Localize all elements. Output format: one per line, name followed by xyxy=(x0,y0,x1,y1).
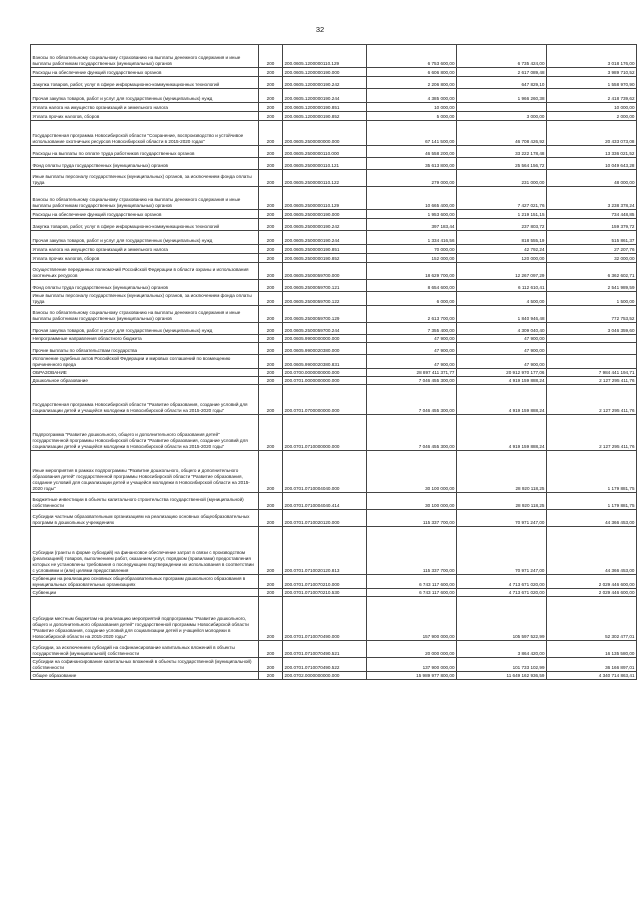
row-name-cell: Уплата прочих налогов, сборов xyxy=(31,112,259,121)
row-code-cell: 200.0605.2500000110.121 xyxy=(283,158,367,170)
row-executed-cell: 101 733 102,99 xyxy=(457,658,547,672)
row-plan-cell: 6 743 117 600,00 xyxy=(367,575,457,589)
row-plan-cell: 35 613 800,00 xyxy=(367,158,457,170)
row-remaining-cell: 52 302 477,01 xyxy=(547,597,637,641)
table-row xyxy=(31,292,637,306)
row-code-cell: 200.0605.2500000190.000 xyxy=(283,210,367,219)
row-executed-cell: 47 900,00 xyxy=(457,335,547,343)
row-remaining-cell: 44 366 453,00 xyxy=(547,527,637,575)
table-row xyxy=(31,280,637,292)
row-name-cell: Исполнение судебных актов Российской Федерации и мировых соглашений по возмещению причиненного вреда xyxy=(31,355,259,369)
table-row xyxy=(31,263,637,280)
row-plan-cell: 47 900,00 xyxy=(367,335,457,343)
row-executed-cell: 70 971 247,00 xyxy=(457,527,547,575)
row-plan-cell: 7 046 455 300,00 xyxy=(367,385,457,415)
row-kvsr-cell: 200 xyxy=(259,343,283,355)
row-plan-cell: 1 953 600,00 xyxy=(367,210,457,219)
table-row xyxy=(31,77,637,89)
row-code-cell: 200.0701.0710070210.530 xyxy=(283,589,367,597)
row-name-cell: ОБРАЗОВАНИЕ xyxy=(31,369,259,377)
row-name-cell: Расходы на обеспечение функций государственных органов xyxy=(31,210,259,219)
row-name-cell: Фонд оплаты труда государственных (муниципальных) органов xyxy=(31,158,259,170)
row-remaining-cell xyxy=(547,355,637,369)
row-name-cell: Общее образование xyxy=(31,672,259,680)
row-executed-cell: 231 000,00 xyxy=(457,170,547,187)
row-name-cell: Расходы на выплаты по оплате труда работников государственных органов xyxy=(31,146,259,158)
row-remaining-cell: 159 379,72 xyxy=(547,219,637,231)
table-row xyxy=(31,355,637,369)
row-plan-cell: 115 337 700,00 xyxy=(367,510,457,527)
row-executed-cell: 70 971 247,00 xyxy=(457,510,547,527)
row-remaining-cell: 4 340 714 863,41 xyxy=(547,672,637,680)
row-kvsr-cell: 200 xyxy=(259,245,283,254)
row-kvsr-cell: 200 xyxy=(259,158,283,170)
row-executed-cell: 6 112 610,41 xyxy=(457,280,547,292)
row-kvsr-cell: 200 xyxy=(259,210,283,219)
row-code-cell: 200.0605.2500000190.242 xyxy=(283,219,367,231)
table-row xyxy=(31,672,637,680)
row-remaining-cell: 2 418 739,62 xyxy=(547,89,637,103)
row-code-cell: 200.0605.2500000110.000 xyxy=(283,146,367,158)
row-plan-cell: 67 141 500,00 xyxy=(367,121,457,146)
row-kvsr-cell: 200 xyxy=(259,187,283,210)
row-name-cell: Бюджетные инвестиции в объекты капитального строительства государственной (муниципальной) собственности xyxy=(31,493,259,510)
row-kvsr-cell: 200 xyxy=(259,335,283,343)
row-name-cell: Субсидии местным бюджетам на реализацию мероприятий подпрограммы "Развитие дошкольного, общего и дополнительного образования детей" государственной программы Новосибирской области "Развитие образования, создание условий для социализации детей и учащейся молодежи в Новосибирской области на 2015-2020 годы" xyxy=(31,597,259,641)
row-kvsr-cell: 200 xyxy=(259,103,283,112)
table-row xyxy=(31,231,637,245)
row-code-cell: 200.0701.0710004040.000 xyxy=(283,451,367,493)
row-plan-cell: 115 337 700,00 xyxy=(367,527,457,575)
row-name-cell: Уплата налога на имущество организаций и земельного налога xyxy=(31,245,259,254)
row-plan-cell: 46 558 200,00 xyxy=(367,146,457,158)
table-row xyxy=(31,219,637,231)
row-executed-cell: 4 713 671 020,00 xyxy=(457,575,547,589)
table-row xyxy=(31,510,637,527)
row-plan-cell: 47 900,00 xyxy=(367,355,457,369)
row-remaining-cell: 2 127 295 411,76 xyxy=(547,415,637,451)
row-plan-cell: 152 000,00 xyxy=(367,254,457,263)
row-remaining-cell: 734 448,85 xyxy=(547,210,637,219)
row-code-cell: 200.0605.2500000000.000 xyxy=(283,121,367,146)
row-code-cell: 200.0605.2500000110.122 xyxy=(283,170,367,187)
row-remaining-cell: 36 166 897,01 xyxy=(547,658,637,672)
row-executed-cell: 120 000,00 xyxy=(457,254,547,263)
row-code-cell: 200.0605.2500059700.121 xyxy=(283,280,367,292)
row-plan-cell: 157 900 000,00 xyxy=(367,597,457,641)
row-plan-cell: 1 334 416,56 xyxy=(367,231,457,245)
table-row xyxy=(31,377,637,385)
row-executed-cell: 105 597 522,99 xyxy=(457,597,547,641)
table-row xyxy=(31,641,637,658)
row-executed-cell: 25 564 156,72 xyxy=(457,158,547,170)
row-kvsr-cell: 200 xyxy=(259,451,283,493)
row-kvsr-cell: 200 xyxy=(259,231,283,245)
row-name-cell: Прочие выплаты по обязательствам государства xyxy=(31,343,259,355)
row-kvsr-cell: 200 xyxy=(259,415,283,451)
row-plan-cell: 20 000 000,00 xyxy=(367,641,457,658)
row-kvsr-cell: 200 xyxy=(259,493,283,510)
row-remaining-cell: 32 000,00 xyxy=(547,254,637,263)
row-name-cell: Субсидии на софинансирование капитальных вложений в объекты государственной (муниципальной) собственности xyxy=(31,658,259,672)
row-code-cell: 200.0605.2500059700.000 xyxy=(283,263,367,280)
row-plan-cell: 137 900 000,00 xyxy=(367,658,457,672)
row-code-cell: 200.0701.0710070490.522 xyxy=(283,658,367,672)
row-executed-cell: 46 708 426,92 xyxy=(457,121,547,146)
row-code-cell: 200.0701.0000000000.000 xyxy=(283,377,367,385)
page-number: 32 xyxy=(315,25,325,34)
table-row xyxy=(31,158,637,170)
row-plan-cell: 4 385 000,00 xyxy=(367,89,457,103)
table-row xyxy=(31,306,637,323)
row-kvsr-cell: 200 xyxy=(259,355,283,369)
row-plan-cell: 30 100 000,00 xyxy=(367,493,457,510)
row-kvsr-cell: 200 xyxy=(259,146,283,158)
row-remaining-cell: 10 049 643,28 xyxy=(547,158,637,170)
row-kvsr-cell: 200 xyxy=(259,323,283,335)
row-remaining-cell: 16 135 580,00 xyxy=(547,641,637,658)
table-row xyxy=(31,589,637,597)
row-executed-cell: 28 920 118,25 xyxy=(457,451,547,493)
row-kvsr-cell: 200 xyxy=(259,45,283,68)
row-executed-cell: 4 309 040,40 xyxy=(457,323,547,335)
table-body xyxy=(31,45,637,680)
row-code-cell: 200.0605.1200000110.129 xyxy=(283,45,367,68)
row-remaining-cell xyxy=(547,343,637,355)
table-row xyxy=(31,323,637,335)
row-kvsr-cell: 200 xyxy=(259,292,283,306)
row-code-cell: 200.0605.2500000190.244 xyxy=(283,231,367,245)
row-remaining-cell: 48 000,00 xyxy=(547,170,637,187)
table-row xyxy=(31,369,637,377)
row-code-cell: 200.0701.0710070210.000 xyxy=(283,575,367,589)
row-name-cell: Закупка товаров, работ, услуг в сфере информационно-коммуникационных технологий xyxy=(31,219,259,231)
row-executed-cell: 1 219 151,15 xyxy=(457,210,547,219)
row-plan-cell: 397 183,44 xyxy=(367,219,457,231)
row-plan-cell: 10 000,00 xyxy=(367,103,457,112)
row-kvsr-cell: 200 xyxy=(259,306,283,323)
table-row xyxy=(31,254,637,263)
row-name-cell: Уплата налога на имущество организаций и земельного налога xyxy=(31,103,259,112)
row-plan-cell: 2 206 800,00 xyxy=(367,77,457,89)
row-executed-cell: 3 000,00 xyxy=(457,112,547,121)
row-name-cell: Субсидии частным образовательным организациям на реализацию основных общеобразовательных программ в дошкольных учреждениях xyxy=(31,510,259,527)
row-name-cell: Осуществление переданных полномочий Российской Федерации в области охраны и использования охотничьих ресурсов xyxy=(31,263,259,280)
row-remaining-cell: 515 861,37 xyxy=(547,231,637,245)
row-kvsr-cell: 200 xyxy=(259,254,283,263)
row-kvsr-cell: 200 xyxy=(259,170,283,187)
table-row xyxy=(31,187,637,210)
row-remaining-cell: 2 127 295 411,76 xyxy=(547,377,637,385)
row-plan-cell: 6 753 600,00 xyxy=(367,45,457,68)
table-row xyxy=(31,451,637,493)
row-executed-cell: 20 912 970 177,06 xyxy=(457,369,547,377)
row-name-cell: Непрограммные направления областного бюджета xyxy=(31,335,259,343)
row-name-cell: Субсидии, за исключением субсидий на софинансирование капитальных вложений в объекты государственной (муниципальной) собственности xyxy=(31,641,259,658)
row-name-cell: Иные выплаты персоналу государственных (муниципальных) органов, за исключением фонда оплаты труда xyxy=(31,170,259,187)
row-remaining-cell: 6 362 602,71 xyxy=(547,263,637,280)
row-plan-cell: 15 989 977 800,00 xyxy=(367,672,457,680)
row-executed-cell: 2 617 089,48 xyxy=(457,68,547,77)
row-remaining-cell: 3 989 710,52 xyxy=(547,68,637,77)
row-executed-cell: 4 919 159 888,24 xyxy=(457,377,547,385)
row-name-cell: Фонд оплаты труда государственных (муниципальных) органов xyxy=(31,280,259,292)
row-name-cell: Прочая закупка товаров, работ и услуг для государственных (муниципальных) нужд xyxy=(31,231,259,245)
row-code-cell: 200.0700.0000000000.000 xyxy=(283,369,367,377)
row-kvsr-cell: 200 xyxy=(259,77,283,89)
row-name-cell: Субвенции xyxy=(31,589,259,597)
row-executed-cell: 7 427 021,76 xyxy=(457,187,547,210)
row-kvsr-cell: 200 xyxy=(259,597,283,641)
row-executed-cell: 4 713 671 020,00 xyxy=(457,589,547,597)
table-row xyxy=(31,658,637,672)
row-remaining-cell: 2 029 446 600,00 xyxy=(547,589,637,597)
row-kvsr-cell: 200 xyxy=(259,121,283,146)
row-name-cell: Государственная программа Новосибирской области "Сохранение, воспроизводство и устойчивое использование охотничьих ресурсов Новосибирской области в 2015-2020 годах" xyxy=(31,121,259,146)
row-remaining-cell: 44 366 453,00 xyxy=(547,510,637,527)
row-kvsr-cell: 200 xyxy=(259,263,283,280)
row-remaining-cell: 1 179 881,75 xyxy=(547,493,637,510)
table-row xyxy=(31,343,637,355)
row-remaining-cell: 2 541 989,59 xyxy=(547,280,637,292)
row-name-cell: Уплата прочих налогов, сборов xyxy=(31,254,259,263)
row-kvsr-cell: 200 xyxy=(259,280,283,292)
row-plan-cell: 70 000,00 xyxy=(367,245,457,254)
row-executed-cell: 42 792,24 xyxy=(457,245,547,254)
row-kvsr-cell: 200 xyxy=(259,658,283,672)
row-name-cell: Субсидии (гранты в форме субсидий) на финансовое обеспечение затрат в связи с производством (реализацией) товаров, выполнением работ, оказанием услуг, порядком (правилами) предоставления которых не установлены требования о последующем подтверждении их использования в соответствии с условиями и (или) целями предоставления xyxy=(31,527,259,575)
row-plan-cell: 279 000,00 xyxy=(367,170,457,187)
row-name-cell: Закупка товаров, работ, услуг в сфере информационно-коммуникационных технологий xyxy=(31,77,259,89)
row-executed-cell: 47 900,00 xyxy=(457,343,547,355)
table-row xyxy=(31,103,637,112)
row-executed-cell: 12 267 097,29 xyxy=(457,263,547,280)
row-code-cell: 200.0605.1200000190.242 xyxy=(283,77,367,89)
row-kvsr-cell: 200 xyxy=(259,510,283,527)
row-remaining-cell: 3 046 359,60 xyxy=(547,323,637,335)
row-plan-cell: 6 000,00 xyxy=(367,292,457,306)
row-remaining-cell: 13 336 021,52 xyxy=(547,146,637,158)
row-executed-cell: 47 900,00 xyxy=(457,355,547,369)
row-kvsr-cell: 200 xyxy=(259,589,283,597)
row-code-cell: 200.0701.0700000000.000 xyxy=(283,385,367,415)
row-kvsr-cell: 200 xyxy=(259,112,283,121)
row-plan-cell: 6 606 800,00 xyxy=(367,68,457,77)
table-row xyxy=(31,146,637,158)
row-code-cell: 200.0701.0710070490.000 xyxy=(283,597,367,641)
row-name-cell: Взносы по обязательному социальному страхованию на выплаты денежного содержания и иные выплаты работникам государственных (муниципальных) органов xyxy=(31,45,259,68)
row-remaining-cell: 1 179 881,75 xyxy=(547,451,637,493)
table-row xyxy=(31,210,637,219)
row-remaining-cell: 2 029 446 600,00 xyxy=(547,575,637,589)
row-remaining-cell: 1 558 970,90 xyxy=(547,77,637,89)
row-plan-cell: 30 100 000,00 xyxy=(367,451,457,493)
row-name-cell: Иные мероприятия в рамках подпрограммы "Развитие дошкольного, общего и дополнительного образования детей" государственной программы Новосибирской области "Развитие образования, создание условий для социализации детей и учащейся молодежи в Новосибирской области на 2015-2020 годы" xyxy=(31,451,259,493)
budget-execution-table xyxy=(30,44,637,680)
row-executed-cell: 33 222 178,48 xyxy=(457,146,547,158)
row-executed-cell: 4 919 159 888,24 xyxy=(457,385,547,415)
row-name-cell: Субвенции на реализацию основных общеобразовательных программ дошкольного образования в муниципальных образовательных организациях xyxy=(31,575,259,589)
row-executed-cell xyxy=(457,103,547,112)
row-executed-cell: 11 649 162 936,59 xyxy=(457,672,547,680)
row-code-cell: 200.0701.0710000000.000 xyxy=(283,415,367,451)
row-executed-cell: 1 840 946,48 xyxy=(457,306,547,323)
row-code-cell: 200.0605.9900000000.000 xyxy=(283,335,367,343)
row-code-cell: 200.0605.2500000190.851 xyxy=(283,245,367,254)
row-kvsr-cell: 200 xyxy=(259,68,283,77)
row-kvsr-cell: 200 xyxy=(259,219,283,231)
table-row xyxy=(31,385,637,415)
row-kvsr-cell: 200 xyxy=(259,575,283,589)
row-plan-cell: 10 665 400,00 xyxy=(367,187,457,210)
row-plan-cell: 5 000,00 xyxy=(367,112,457,121)
row-remaining-cell: 1 500,00 xyxy=(547,292,637,306)
row-executed-cell: 28 920 118,25 xyxy=(457,493,547,510)
row-plan-cell: 7 046 455 300,00 xyxy=(367,415,457,451)
row-name-cell: Государственная программа Новосибирской области "Развитие образования, создание условий для социализации детей и учащейся молодежи в Новосибирской области на 2015-2020 годы" xyxy=(31,385,259,415)
table-row xyxy=(31,68,637,77)
table-row xyxy=(31,575,637,589)
row-code-cell: 200.0702.0000000000.000 xyxy=(283,672,367,680)
row-executed-cell: 237 803,72 xyxy=(457,219,547,231)
row-plan-cell: 7 046 455 300,00 xyxy=(367,377,457,385)
row-kvsr-cell: 200 xyxy=(259,385,283,415)
row-kvsr-cell: 200 xyxy=(259,369,283,377)
row-code-cell: 200.0701.0710020120.000 xyxy=(283,510,367,527)
row-code-cell: 200.0605.2500000110.129 xyxy=(283,187,367,210)
table-row xyxy=(31,89,637,103)
table-row xyxy=(31,597,637,641)
row-executed-cell: 3 864 420,00 xyxy=(457,641,547,658)
row-name-cell: Взносы по обязательному социальному страхованию на выплаты денежного содержания и иные выплаты работникам государственных (муниципальных) органов xyxy=(31,187,259,210)
row-name-cell: Дошкольное образование xyxy=(31,377,259,385)
row-plan-cell: 2 613 700,00 xyxy=(367,306,457,323)
row-remaining-cell: 20 433 073,08 xyxy=(547,121,637,146)
row-kvsr-cell: 200 xyxy=(259,641,283,658)
row-plan-cell: 7 355 400,00 xyxy=(367,323,457,335)
row-code-cell: 200.0605.1200000190.000 xyxy=(283,68,367,77)
row-plan-cell: 6 743 117 600,00 xyxy=(367,589,457,597)
table-row xyxy=(31,335,637,343)
row-kvsr-cell: 200 xyxy=(259,377,283,385)
row-remaining-cell xyxy=(547,335,637,343)
row-executed-cell: 818 555,19 xyxy=(457,231,547,245)
row-remaining-cell: 2 127 295 411,76 xyxy=(547,385,637,415)
row-name-cell: Расходы на обеспечение функций государственных органов xyxy=(31,68,259,77)
row-code-cell: 200.0701.0710070490.521 xyxy=(283,641,367,658)
row-code-cell: 200.0701.0710004040.414 xyxy=(283,493,367,510)
table-row xyxy=(31,245,637,254)
table-row xyxy=(31,493,637,510)
row-remaining-cell: 27 207,76 xyxy=(547,245,637,254)
table-row xyxy=(31,121,637,146)
row-code-cell: 200.0605.9900020380.831 xyxy=(283,355,367,369)
row-code-cell: 200.0605.1200000190.851 xyxy=(283,103,367,112)
table-row xyxy=(31,415,637,451)
row-code-cell: 200.0605.9900020380.000 xyxy=(283,343,367,355)
row-plan-cell: 8 654 600,00 xyxy=(367,280,457,292)
row-code-cell: 200.0605.1200000190.852 xyxy=(283,112,367,121)
row-plan-cell: 18 629 700,00 xyxy=(367,263,457,280)
row-remaining-cell: 3 018 176,00 xyxy=(547,45,637,68)
table-row xyxy=(31,170,637,187)
row-plan-cell: 47 900,00 xyxy=(367,343,457,355)
row-executed-cell: 6 735 424,00 xyxy=(457,45,547,68)
row-remaining-cell: 3 238 378,24 xyxy=(547,187,637,210)
row-kvsr-cell: 200 xyxy=(259,89,283,103)
row-kvsr-cell: 200 xyxy=(259,672,283,680)
row-remaining-cell: 10 000,00 xyxy=(547,103,637,112)
row-code-cell: 200.0701.0710020120.813 xyxy=(283,527,367,575)
row-executed-cell: 4 919 159 888,24 xyxy=(457,415,547,451)
table-row xyxy=(31,112,637,121)
row-code-cell: 200.0605.2500000190.852 xyxy=(283,254,367,263)
row-name-cell: Подпрограмма "Развитие дошкольного, общего и дополнительного образования детей" государственной программы Новосибирской области "Развитие образования, создание условий для социализации детей и учащейся молодежи в Новосибирской области на 2015-2020 годы" xyxy=(31,415,259,451)
row-plan-cell: 28 897 411 371,77 xyxy=(367,369,457,377)
row-remaining-cell: 7 984 441 194,71 xyxy=(547,369,637,377)
row-name-cell: Взносы по обязательному социальному страхованию на выплаты денежного содержания и иные выплаты работникам государственных (муниципальных) органов xyxy=(31,306,259,323)
row-remaining-cell: 2 000,00 xyxy=(547,112,637,121)
row-kvsr-cell: 200 xyxy=(259,527,283,575)
table-row xyxy=(31,45,637,68)
row-code-cell: 200.0605.2500059700.122 xyxy=(283,292,367,306)
row-executed-cell: 4 500,00 xyxy=(457,292,547,306)
row-executed-cell: 1 966 260,38 xyxy=(457,89,547,103)
row-name-cell: Иные выплаты персоналу государственных (муниципальных) органов, за исключением фонда оплаты труда xyxy=(31,292,259,306)
row-remaining-cell: 772 753,52 xyxy=(547,306,637,323)
row-code-cell: 200.0605.2500059700.129 xyxy=(283,306,367,323)
row-code-cell: 200.0605.1200000190.244 xyxy=(283,89,367,103)
row-name-cell: Прочая закупка товаров, работ и услуг для государственных (муниципальных) нужд xyxy=(31,323,259,335)
row-code-cell: 200.0605.2500059700.244 xyxy=(283,323,367,335)
row-name-cell: Прочая закупка товаров, работ и услуг для государственных (муниципальных) нужд xyxy=(31,89,259,103)
row-executed-cell: 647 829,10 xyxy=(457,77,547,89)
table-row xyxy=(31,527,637,575)
